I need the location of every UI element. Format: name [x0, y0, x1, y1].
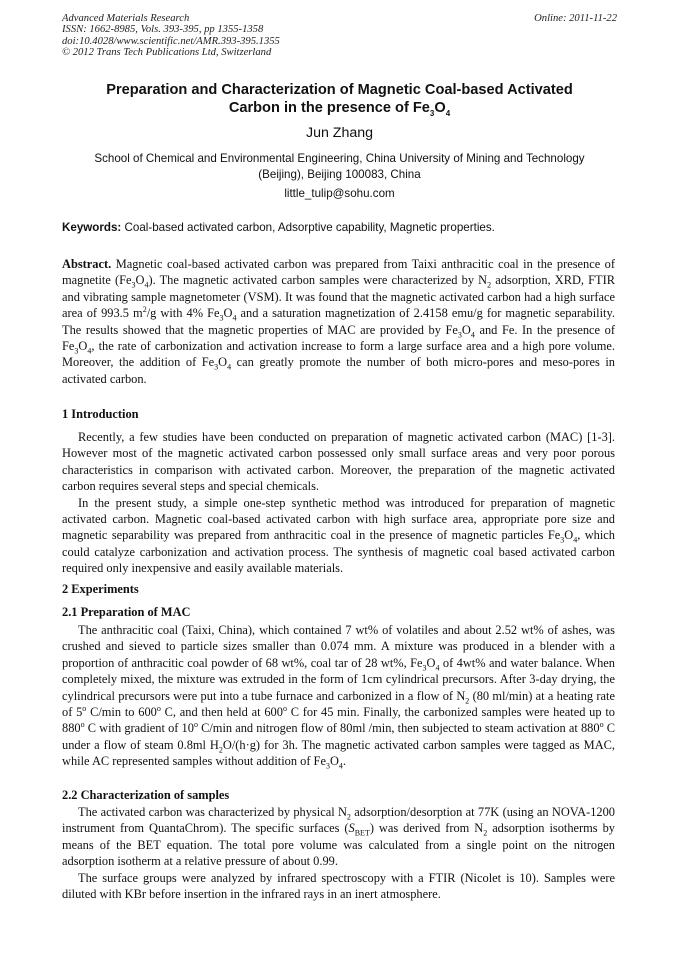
keywords — [62, 221, 617, 234]
intro-paragraph-2: In the present study, a simple one-step synthetic method was introduced for preparation of magnetic activated carbon. Magnetic coal-based activated carbon with high surface area, appropriate pore size and magnetic separability was prepared from anthracitic coal in the presence of magnetic particles $Fe_3O_4$, which could catalyze carbonization and activation process. The synthesis of magnetic coal based activated carbon required only inexpensive and easily available materials. — [62, 495, 615, 576]
characterization-paragraphs: The activated carbon was characterized by physical $N_2$ adsorption/desorption at 77K (using an NOVA-1200 instrument from QuantaChrom). The specific surfaces $(S_{BET})$ was derived from $N_2$ adsorption isotherms by means of the BET equation. The total pore volume was calculated from a single point on the nitrogen adsorption isotherm at a relative pressure of about 0.99. The surface groups were analyzed by infrared spectroscopy with a FTIR (Nicolet is 10). Samples were diluted with KBr before insertion in the infrared rays in an inert atmosphere. — [62, 805, 616, 902]
subsection-heading-2-2: 2.2 Characterization of samples — [62, 788, 230, 802]
abstract-label: Abstract. — [62, 257, 112, 271]
subsection-heading-2-1: 2.1 Preparation of MAC — [62, 605, 191, 619]
keywords-text: Coal-based activated carbon, Adsorptive capability, Magnetic properties. — [124, 221, 495, 234]
paper-title — [62, 82, 617, 117]
affiliation: School of Chemical and Environmental Engineering, China University of Mining and Technology (Beijing), Beijing 100083, China — [94, 152, 585, 181]
title-line-1: Preparation and Characterization of Magnetic Coal-based Activated — [106, 82, 573, 98]
issn-line: ISSN: 1662-8985, Vols. 393-395, pp 1355-1358 — [62, 24, 264, 36]
intro-paragraph-1: Recently, a few studies have been conducted on preparation of magnetic activated carbon (MAC) [1-3]. However most of the magnetic activated carbon possessed only small surface areas and very poor porous characteristics in comparison with activated carbon. Moreover, the preparation of the magnetic activated carbon requires several steps and special chemicals. — [62, 430, 615, 494]
abstract: Abstract. Magnetic coal-based activated carbon was prepared from Taixi anthracitic coal in the presence of magnetite $(Fe_3O_4)$. The magnetic activated carbon samples were characterized by $N_2$ adsorption, XRD, FTIR and vibrating sample magnetometer (VSM). It was found that the magnetic activated carbon had a high surface area of 993.5 $m^2/g$ with 4% $Fe_3O_4$ and a saturation magnetization of 2.4158 emu/g for magnetic separability. The results showed that the magnetic properties of MAC are provided by $Fe_3O_4$ and Fe. In the presence of $Fe_3O_4$, the rate of carbonization and activation increase to form a large surface area and a high pore volume. Moreover, the addition of $Fe_3O_4$ can greatly promote the number of both micro-pores and meso-pores in activated carbon. — [62, 257, 615, 386]
copyright-line: © 2012 Trans Tech Publications Ltd, Switzerland — [62, 47, 272, 59]
preparation-paragraph: The anthracitic coal (Taixi, China), which contained 7 wt% of volatiles and about 2.52 wt% of ashes, was crushed and sieved to particle sizes smaller than 0.074 mm. A mixture was produced in a blender with a proportion of anthracitic coal powder of 68 wt%, coal tar of 28 wt%, $Fe_3O_4$ of 4wt% and water balance. When completely mixed, the mixture was extruded in the form of 1cm cylindrical precursors. After 3-day drying, the cylindrical precursors were put into a tube furnace and carbonized in a flow of $N_2$ (80 ml/min) at a heating rate of 5$^o$ C/min to 600$^o$ C, and then held at 600$^o$ C for 45 min. Finally, the carbonized samples were heated up to 880$^o$ C with gradient of 10$^o$ C/min and nitrogen flow of 80ml /min, then subjected to steam activation at 880$^o$ C under a flow of steam 0.8ml $H_2O/(h\cdot g)$ for 3h. The magnetic activated carbon samples were tagged as MAC, while AC represented samples without addition of $Fe_3O_4$. — [62, 623, 616, 771]
journal-header — [62, 13, 617, 59]
section-heading-experiments: 2 Experiments — [62, 582, 139, 596]
author-email[interactable]: little_tulip@sohu.com — [284, 187, 395, 200]
title-line-2: Carbon in the presence of $Fe_3O_4$ — [228, 99, 451, 118]
keywords-label: Keywords: — [62, 221, 122, 234]
section-heading-introduction: 1 Introduction — [62, 407, 139, 421]
online-date: Online: 2011-11-22 — [534, 13, 617, 24]
introduction — [62, 429, 615, 577]
doi-line: doi:10.4028/www.scientific.net/AMR.393-395.1355 — [62, 35, 280, 47]
journal-name: Advanced Materials Research — [62, 13, 190, 24]
author-name: Jun Zhang — [305, 125, 374, 141]
